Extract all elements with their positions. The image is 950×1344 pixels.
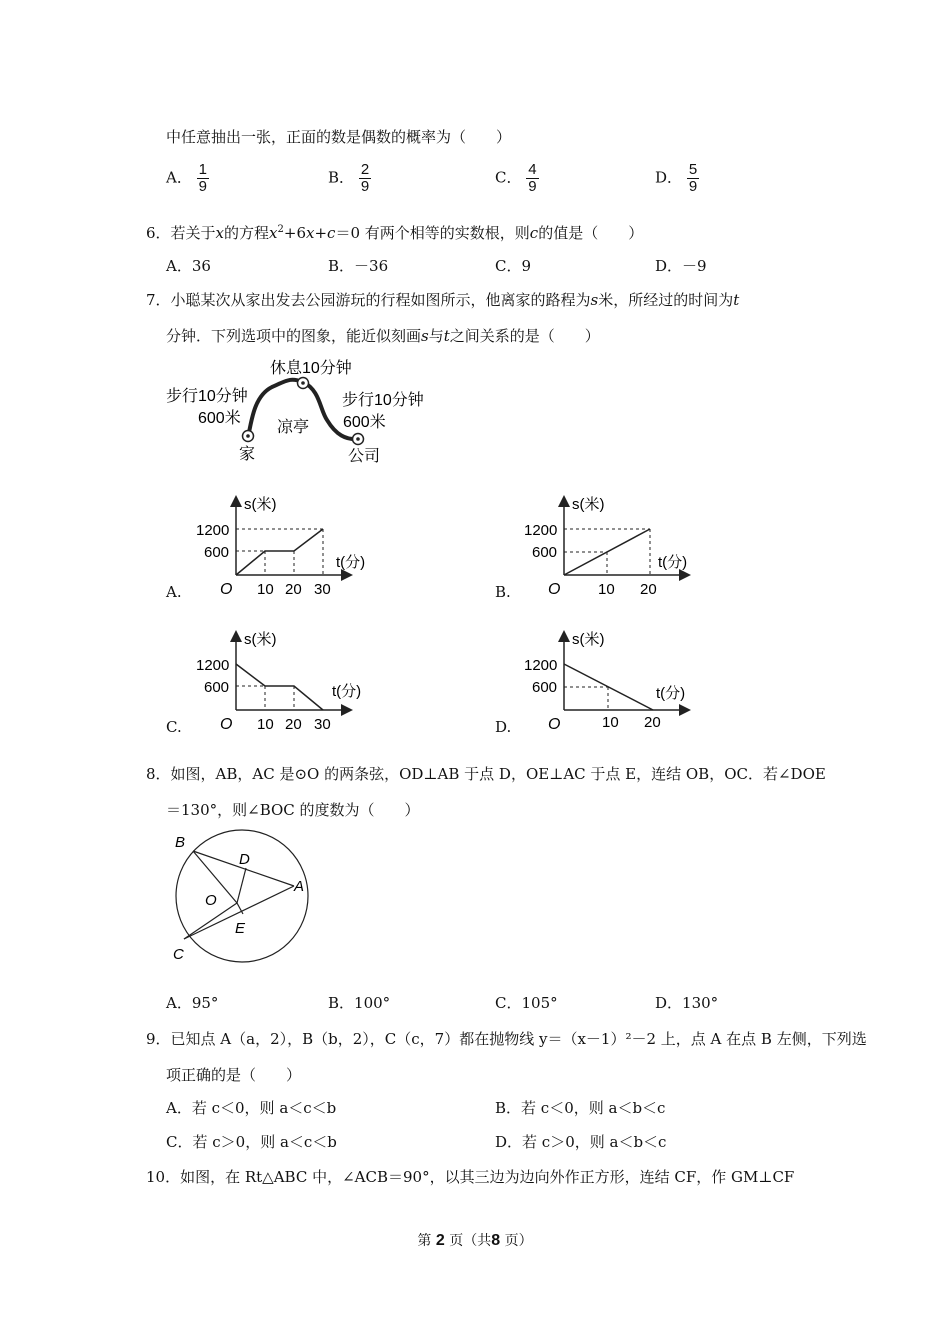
x-axis-label: t(分): [656, 685, 686, 702]
x-tick-10: 10: [257, 581, 274, 598]
q5-option-a[interactable]: [166, 162, 209, 195]
x-axis-label: t(分): [332, 683, 362, 700]
x-axis-label: t(分): [658, 554, 688, 571]
circle-o: [176, 830, 308, 962]
point-e: E: [235, 920, 246, 937]
q7-stem-line2: 分钟．下列选项中的图象，能近似刻画s与t之间关系的是（ ）: [166, 327, 600, 345]
y-axis-label: s(米): [244, 631, 277, 648]
y-tick-600: 600: [204, 544, 230, 561]
y-tick-600: 600: [532, 544, 558, 561]
graph-a[interactable]: [190, 490, 366, 600]
q5-tail: 中任意抽出一张，正面的数是偶数的概率为（ ）: [166, 128, 512, 146]
origin: O: [548, 716, 561, 733]
q8-stem-line2: ＝130°，则∠BOC 的度数为（ ）: [166, 801, 420, 819]
fraction: $\frac{1}{9}$: [198, 161, 207, 195]
y-tick-600: 600: [532, 679, 558, 696]
label-pavilion: 凉亭: [277, 419, 310, 436]
y-tick-600: 600: [204, 679, 230, 696]
x-tick-10: 10: [602, 714, 619, 731]
graph-c[interactable]: [190, 625, 360, 735]
label-home: 家: [239, 446, 256, 463]
x-tick-20: 20: [285, 581, 302, 598]
q9-stem-line1: 9．已知点 A（a，2），B（b，2），C（c，7）都在抛物线 y＝（x－1）²－2 上，点 A 在点 B 左侧，下列选: [146, 1030, 867, 1048]
x-tick-10: 10: [257, 716, 274, 733]
option-label: B．: [328, 168, 355, 187]
option-label: C．: [495, 168, 522, 187]
point-b: B: [175, 834, 186, 851]
circle-diagram: [160, 828, 320, 968]
x-tick-20: 20: [285, 716, 302, 733]
graph-a-line: [236, 529, 323, 575]
x-tick-10: 10: [598, 581, 615, 598]
graph-d[interactable]: [518, 625, 698, 735]
q9-option-a[interactable]: A．若 c＜0，则 a＜c＜b: [166, 1099, 337, 1117]
y-axis-label: s(米): [572, 631, 605, 648]
page-footer: 第 2 页（共8 页）: [417, 1232, 533, 1249]
label-rest: 休息10分钟: [270, 360, 352, 377]
q8-stem-line1: 8．如图，AB，AC 是⊙O 的两条弦，OD⊥AB 于点 D，OE⊥AC 于点 E，连结 OB，OC．若∠DOE: [146, 765, 826, 783]
page-number: 2: [435, 1232, 445, 1249]
point-a: A: [294, 878, 305, 895]
graph-c-label[interactable]: C.: [166, 718, 182, 736]
q9-option-b[interactable]: B．若 c＜0，则 a＜b＜c: [495, 1099, 666, 1117]
x-axis-label: t(分): [336, 554, 366, 571]
graph-c-line: [236, 664, 323, 710]
point-c: C: [173, 946, 184, 963]
label-dist2: 600米: [343, 414, 386, 431]
point-o: O: [205, 892, 217, 909]
q9-option-c[interactable]: C．若 c＞0，则 a＜c＜b: [166, 1133, 337, 1151]
y-axis-label: s(米): [572, 496, 605, 513]
point-d: D: [239, 851, 250, 868]
q6-option-a[interactable]: A．36: [166, 257, 211, 275]
fraction: $\frac{4}{9}$: [528, 161, 537, 195]
y-tick-1200: 1200: [524, 657, 558, 674]
origin: O: [548, 581, 561, 598]
x-tick-20: 20: [640, 581, 657, 598]
y-axis-label: s(米): [244, 496, 277, 513]
y-tick-1200: 1200: [524, 522, 558, 539]
q9-option-d[interactable]: D．若 c＞0，则 a＜b＜c: [495, 1133, 667, 1151]
y-tick-1200: 1200: [196, 657, 230, 674]
x-tick-30: 30: [314, 716, 331, 733]
q5-option-b[interactable]: [328, 162, 371, 195]
q6-stem: 6．若关于x的方程$x^2+6x+c=0$ 有两个相等的实数根，则c的值是（ ）: [146, 224, 644, 242]
q5-option-c[interactable]: [495, 162, 539, 195]
q8-option-c[interactable]: C．105°: [495, 994, 558, 1012]
option-label: A．: [166, 168, 192, 187]
label-company: 公司: [348, 448, 381, 465]
q8-option-d[interactable]: D．130°: [655, 994, 719, 1012]
x-tick-20: 20: [644, 714, 661, 731]
segment-od: [237, 868, 246, 903]
y-tick-1200: 1200: [196, 522, 230, 539]
q5-option-d[interactable]: [655, 162, 699, 195]
graph-a-label[interactable]: A.: [166, 583, 182, 601]
q7-stem-line1: 7．小聪某次从家出发去公园游玩的行程如图所示，他离家的路程为s米，所经过的时间为t: [146, 291, 740, 309]
q6-option-b[interactable]: B．－36: [328, 257, 389, 275]
q10-stem-line1: 10．如图，在 Rt△ABC 中，∠ACB＝90°，以其三边为边向外作正方形，连结 CF，作 GM⊥CF: [146, 1168, 795, 1186]
graph-b[interactable]: [518, 490, 698, 600]
option-label: D．: [655, 168, 683, 187]
q9-stem-line2: 项正确的是（ ）: [166, 1066, 302, 1084]
label-walk2: 步行10分钟: [342, 392, 424, 409]
q8-option-b[interactable]: B．100°: [328, 994, 391, 1012]
origin: O: [220, 716, 233, 733]
origin: O: [220, 581, 233, 598]
q6-option-c[interactable]: C．9: [495, 257, 532, 275]
fraction: $\frac{2}{9}$: [360, 161, 370, 195]
q6-option-d[interactable]: D．－9: [655, 257, 707, 275]
total-pages: 8: [491, 1232, 501, 1249]
label-dist1: 600米: [198, 410, 241, 427]
x-tick-30: 30: [314, 581, 331, 598]
route-diagram: [160, 355, 450, 470]
graph-d-label[interactable]: D.: [495, 718, 512, 736]
label-walk1: 步行10分钟: [166, 388, 248, 405]
graph-b-label[interactable]: B.: [495, 583, 511, 601]
fraction: $\frac{5}{9}$: [688, 161, 698, 195]
q8-option-a[interactable]: A．95°: [166, 994, 219, 1012]
